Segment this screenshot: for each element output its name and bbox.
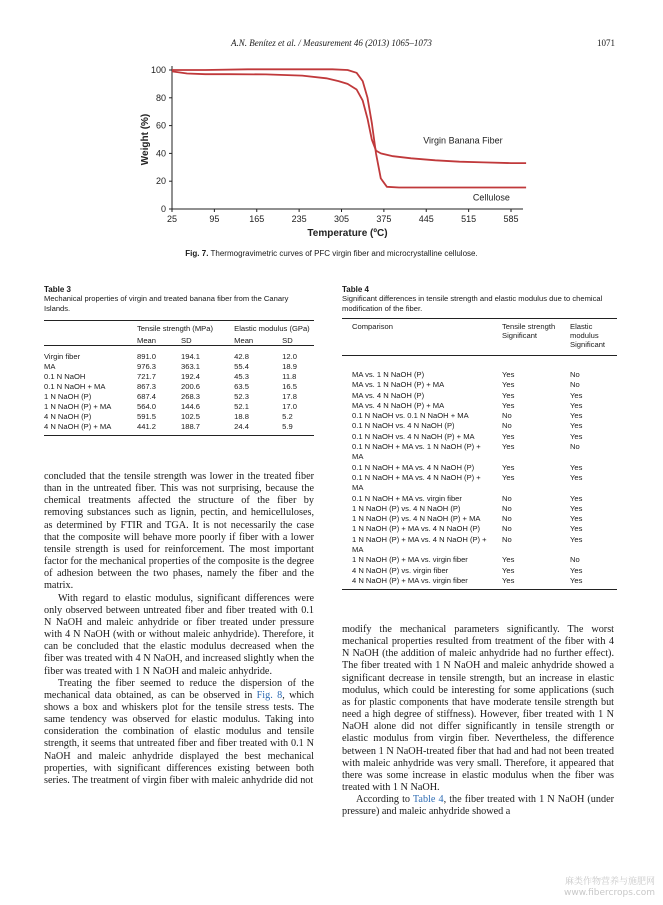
paragraph: Treating the fiber seemed to reduce the dispersion of the mechanical data obtained, as can be observed in Fig. 8, which shows a box and whiskers plot for the tensile stress tests. The same tendency was observed for elastic modulus. Taking into consideration the combination of elastic modulus and tensile strength, it seems that untreated fiber and fiber treated with 0.1 N NaOH and maleic anhydride displayed the best mechanical properties, with significant differences existing between both series. The treatment of virgin fiber with maleic anhydride did not (44, 677, 315, 786)
table-cell: 564.0 (137, 402, 157, 411)
table-row (44, 402, 314, 412)
table-cell: 18.8 (234, 412, 249, 421)
y-tick-label: 80 (155, 92, 166, 103)
figure-label: Fig. 7. (185, 249, 209, 258)
table-cell: Yes (502, 380, 515, 390)
table-cell: Yes (570, 431, 583, 441)
table-3-subheader: SD (181, 336, 192, 345)
table-4-grid (342, 318, 617, 590)
table-4 (342, 285, 617, 590)
y-tick-label: 40 (155, 148, 166, 159)
table-cell: 45.3 (234, 372, 249, 381)
table-cell: 17.8 (282, 392, 297, 401)
row-label: 0.1 N NaOH vs. 0.1 N NaOH + MA (352, 411, 469, 421)
table-4-header: Comparison (352, 322, 393, 331)
row-label: 0.1 N NaOH + MA vs. 1 N NaOH (P) + MA (352, 442, 481, 462)
x-tick-label: 25 (166, 214, 178, 224)
series-line-virgin-banana-fiber (172, 71, 526, 163)
table-cell: Yes (570, 411, 583, 421)
x-tick-label: 305 (333, 214, 350, 224)
row-label: MA vs. 1 N NaOH (P) + MA (352, 380, 445, 390)
x-tick-label: 235 (291, 214, 307, 224)
table-row (342, 535, 617, 556)
table-cell: 11.8 (282, 372, 297, 381)
paragraph: concluded that the tensile strength was lower in the treated fiber than in the untreated fiber. This was not surprising, because the chemical treatments affected the structure of the fiber by removing substances such as lignin, pectin, and hemicelluloses, as determined by FTIR and TGA. It is not necessarily the case that the composite will behave more poorly if fiber with a lower tensile strength is used for reinforcement. The most important factor for the mechanical properties of the composite is the degree of adhesion between the two phases, namely the fiber and the matrix. (44, 471, 314, 592)
table-cell: No (570, 370, 580, 379)
table-row (44, 362, 314, 372)
table-row (342, 432, 617, 442)
x-axis-label: Temperature (ºC) (307, 228, 388, 239)
table-row (342, 576, 617, 590)
row-label: 4 N NaOH (P) (44, 412, 92, 421)
row-label: Virgin fiber (44, 352, 81, 361)
table-row (44, 392, 314, 402)
table-row (342, 411, 617, 421)
x-tick-label: 515 (461, 214, 477, 224)
table-row (342, 494, 617, 504)
table-cell: Yes (570, 575, 583, 585)
table-row (342, 356, 617, 381)
table-4-description: Significant differences in tensile strength and elastic modulus due to chemical modification of the fiber. (342, 294, 603, 313)
paragraph: According to Table 4, the fiber treated with 1 N NaOH (under pressure) and maleic anhydride showed a (342, 794, 614, 818)
table-cell: No (502, 421, 512, 431)
table-3-description: Mechanical properties of virgin and treated banana fiber from the Canary Islands. (44, 294, 289, 313)
paragraph: With regard to elastic modulus, significant differences were only observed between untreated fiber and fiber treated with 0.1 N NaOH and maleic anhydride or fiber treated under pressure with 4 N NaOH (with or without maleic anhydride). Therefore, it can be concluded that the elastic modulus decreased when the fiber was treated with 4 N NaOH, and increased slightly when the fiber was treated with 1 N NaOH and maleic anhydride. (44, 592, 314, 677)
table-cell: Yes (502, 472, 515, 482)
table-cell: Yes (502, 442, 515, 452)
table-cell: 976.3 (137, 362, 157, 371)
table-row (342, 566, 617, 576)
table-cell: Yes (502, 462, 515, 472)
watermark: 麻类作物营养与施肥网 www.fibercrops.com (564, 877, 655, 898)
table-cell: 5.9 (282, 422, 293, 431)
series-label: Cellulose (472, 192, 510, 203)
table-cell: 891.0 (137, 352, 157, 361)
table-row (342, 473, 617, 494)
row-label: 1 N NaOH (P) vs. 4 N NaOH (P) (352, 503, 461, 513)
table-cell: Yes (502, 390, 515, 400)
table-cell: Yes (502, 555, 515, 565)
table-cell: Yes (570, 503, 583, 513)
table-cell: No (502, 411, 512, 421)
table-4-header: Elastic modulus Significant (570, 322, 606, 349)
table-cell: Yes (570, 400, 583, 410)
table-row (44, 382, 314, 392)
page-number: 1071 (597, 38, 615, 48)
table-cell: No (502, 503, 512, 513)
row-label: 0.1 N NaOH + MA (44, 382, 106, 391)
table-cell: Yes (570, 421, 583, 431)
table-cell: 5.2 (282, 412, 293, 421)
table-cell: No (502, 493, 512, 503)
running-head: A.N. Benítez et al. / Measurement 46 (2013) 1065–1073 (231, 38, 432, 48)
figure-8-link[interactable]: Fig. 8 (256, 689, 283, 701)
row-label: 4 N NaOH (P) + MA vs. virgin fiber (352, 575, 468, 585)
paragraph: modify the mechanical parameters significantly. The worst mechanical properties resulted from treatment of the fiber with 4 N NaOH (the addition of maleic anhydride had no further effect). The fiber treated with 1 N NaOH and maleic anhydride showed a significant decrease in tensile strength, but an increase in elastic modulus, which could be interesting for some applications (such as for plastic components that have moderate tensile strength but need a high degree of stiffness). However, fiber treated with 1 N NaOH alone did not differ significantly in tensile strength or elastic modulus from virgin fiber. Nevertheless, the difference between 1 N NaOH-treated fiber that had and had not been treated with maleic anhydride was very small. Therefore, it appeared that there was some increase in elastic modulus when the fiber was treated with 1 N NaOH. (342, 624, 614, 794)
table-cell: Yes (502, 575, 515, 585)
row-label: 1 N NaOH (P) (44, 392, 92, 401)
y-tick-label: 60 (155, 120, 166, 131)
table-cell: Yes (570, 462, 583, 472)
table-cell: 144.6 (181, 402, 201, 411)
table-cell: 194.1 (181, 352, 201, 361)
table-cell: 102.5 (181, 412, 201, 421)
row-label: 4 N NaOH (P) + MA (44, 422, 112, 431)
table-4-title: Table 4 (342, 285, 369, 294)
table-cell: Yes (570, 493, 583, 503)
table-cell: No (570, 380, 580, 390)
series-line-cellulose (172, 69, 526, 187)
table-cell: 18.9 (282, 362, 297, 371)
table-cell: Yes (502, 431, 515, 441)
row-label: 1 N NaOH (P) + MA vs. 4 N NaOH (P) (352, 524, 481, 534)
table-3-subheader: SD (282, 336, 293, 345)
figure-caption-text: Thermogravimetric curves of PFC virgin fiber and microcrystalline cellulose. (210, 249, 478, 258)
row-label: MA vs. 4 N NaOH (P) (352, 390, 425, 400)
table-cell: Yes (570, 472, 583, 482)
table-cell: 200.6 (181, 382, 201, 391)
table-row (342, 380, 617, 390)
table-cell: Yes (570, 565, 583, 575)
table-row (342, 463, 617, 473)
table-cell: 63.5 (234, 382, 249, 391)
table-cell: Yes (502, 400, 515, 410)
table-row (342, 504, 617, 514)
table-row (342, 442, 617, 463)
table-cell: 17.0 (282, 402, 297, 411)
table-cell: 42.8 (234, 352, 249, 361)
table-row (44, 422, 314, 436)
table-cell: Yes (502, 565, 515, 575)
table-cell: 721.7 (137, 372, 157, 381)
table-row (342, 401, 617, 411)
y-tick-label: 20 (155, 176, 166, 187)
row-label: 1 N NaOH (P) + MA vs. virgin fiber (352, 555, 468, 565)
table-cell: 52.1 (234, 402, 249, 411)
figure-caption (0, 249, 663, 258)
x-tick-label: 95 (209, 214, 220, 224)
row-label: 0.1 N NaOH vs. 4 N NaOH (P) (352, 421, 455, 431)
row-label: 1 N NaOH (P) vs. 4 N NaOH (P) + MA (352, 514, 481, 524)
table-cell: No (570, 555, 580, 565)
table-3-subheader: Mean (137, 336, 156, 345)
table-cell: Yes (570, 390, 583, 400)
tga-chart (120, 56, 540, 241)
table-row (342, 391, 617, 401)
table-cell: Yes (570, 534, 583, 544)
row-label: 0.1 N NaOH vs. 4 N NaOH (P) + MA (352, 431, 475, 441)
table-cell: 52.3 (234, 392, 249, 401)
table-3-title: Table 3 (44, 285, 71, 294)
table-cell: 867.3 (137, 382, 157, 391)
table-cell: No (502, 514, 512, 524)
table-row (342, 524, 617, 534)
row-label: 0.1 N NaOH + MA vs. 4 N NaOH (P) (352, 462, 475, 472)
table-4-header: Tensile strength Significant (502, 322, 556, 340)
table-cell: No (502, 524, 512, 534)
row-label: MA (44, 362, 56, 371)
table-cell: 591.5 (137, 412, 157, 421)
table-cell: 192.4 (181, 372, 201, 381)
y-tick-label: 100 (150, 65, 166, 75)
table-cell: 24.4 (234, 422, 249, 431)
row-label: MA vs. 1 N NaOH (P) (352, 370, 425, 379)
table-cell: No (502, 534, 512, 544)
table-3 (44, 285, 314, 436)
table-cell: 441.2 (137, 422, 157, 431)
table-row (342, 555, 617, 565)
table-cell: Yes (570, 524, 583, 534)
row-label: 4 N NaOH (P) vs. virgin fiber (352, 565, 449, 575)
series-label: Virgin Banana Fiber (423, 135, 503, 146)
table-cell: 363.1 (181, 362, 201, 371)
row-label: 0.1 N NaOH (44, 372, 86, 381)
table-3-group-header: Elastic modulus (GPa) (234, 324, 310, 333)
row-label: MA vs. 4 N NaOH (P) + MA (352, 400, 445, 410)
table-cell: No (570, 442, 580, 452)
left-column-text (44, 471, 314, 787)
row-label: 1 N NaOH (P) + MA (44, 402, 112, 411)
right-column-text (342, 624, 614, 819)
table-row (44, 372, 314, 382)
table-3-grid (44, 320, 314, 436)
table-3-group-header: Tensile strength (MPa) (137, 324, 213, 333)
table-cell: Yes (570, 514, 583, 524)
table-cell: 268.3 (181, 392, 201, 401)
y-axis-label: Weight (%) (140, 113, 151, 166)
x-tick-label: 445 (418, 214, 434, 224)
table-cell: 55.4 (234, 362, 249, 371)
table-row (44, 412, 314, 422)
row-label: 0.1 N NaOH + MA vs. virgin fiber (352, 493, 462, 503)
table-cell: 188.7 (181, 422, 201, 431)
x-tick-label: 165 (249, 214, 265, 224)
table-cell: Yes (502, 370, 515, 379)
x-tick-label: 585 (503, 214, 519, 224)
table-cell: 16.5 (282, 382, 297, 391)
table-row (342, 514, 617, 524)
table-cell: 687.4 (137, 392, 157, 401)
table-row (44, 346, 314, 363)
table-cell: 12.0 (282, 352, 297, 361)
table-3-subheader: Mean (234, 336, 254, 345)
row-label: 0.1 N NaOH + MA vs. 4 N NaOH (P) + MA (352, 472, 481, 493)
row-label: 1 N NaOH (P) + MA vs. 4 N NaOH (P) + MA (352, 534, 487, 555)
table-4-link[interactable]: Table 4 (412, 794, 444, 806)
x-tick-label: 375 (376, 214, 392, 224)
y-tick-label: 0 (160, 204, 166, 214)
table-row (342, 421, 617, 431)
